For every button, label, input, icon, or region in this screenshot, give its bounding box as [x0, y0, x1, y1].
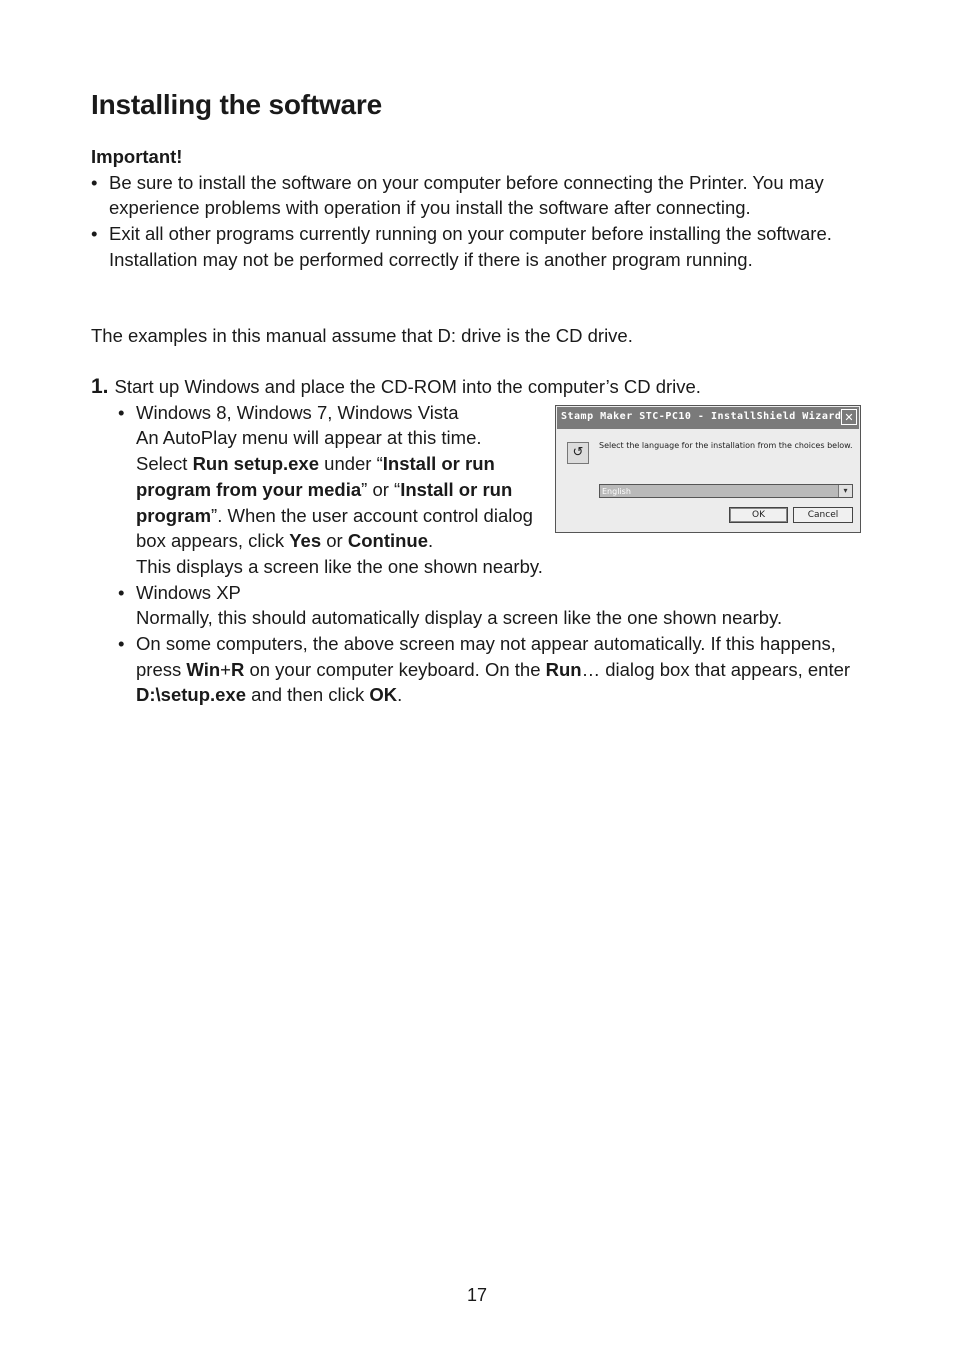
install-from-media-label: Install or run program from your media: [136, 453, 495, 500]
manual-text-3: … dialog box that appears, enter: [581, 658, 851, 680]
win-key-label: Win: [186, 658, 221, 680]
drive-assumption: The examples in this manual assume that D: drive is the CD drive.: [91, 325, 633, 346]
period-text: .: [428, 530, 434, 552]
yes-label: Yes: [289, 530, 322, 552]
chevron-down-icon[interactable]: ▾: [838, 485, 852, 497]
dialog-titlebar: [557, 407, 859, 429]
setup-path-label: D:\setup.exe: [136, 684, 247, 706]
bullet-icon: •: [91, 171, 98, 193]
winxp-heading: Windows XP: [136, 581, 241, 603]
close-icon[interactable]: ✕: [841, 409, 857, 425]
page-title: Installing the software: [91, 89, 382, 120]
bullet-icon: •: [91, 223, 98, 245]
manual-text-5: .: [397, 684, 403, 706]
run-dialog-label: Run: [545, 658, 582, 680]
setup-icon: ↺: [567, 442, 589, 464]
manual-text-4: and then click: [246, 684, 370, 706]
manual-text-1: On some computers, the above screen may not appear automatically. If this happens, press: [136, 633, 836, 680]
under-text: under “: [319, 453, 383, 475]
or-text: ” or “: [361, 478, 401, 500]
page-number: 17: [466, 1285, 488, 1305]
uac-text: ”. When the user account control dialog box appears, click: [136, 504, 533, 552]
important-label: Important!: [91, 146, 183, 167]
installshield-dialog: [555, 405, 861, 533]
important-bullet-2: Exit all other programs currently running on your computer before installing the software. Installation may not be performed correctly if there is another program running.: [109, 223, 832, 270]
manual-run-text: [136, 633, 850, 705]
manual-text-2: on your computer keyboard. On the: [244, 658, 546, 680]
dialog-prompt: Select the language for the installation from the choices below.: [599, 441, 853, 450]
run-setup-label: Run setup.exe: [192, 453, 320, 475]
important-section: [91, 144, 871, 273]
autoplay-text: An AutoPlay menu will appear at this time.: [136, 427, 482, 449]
step-number: 1.: [91, 375, 109, 398]
important-list: [91, 170, 871, 273]
list-item: [118, 631, 871, 708]
select-text: Select: [136, 453, 193, 475]
r-key-label: R: [230, 658, 245, 680]
list-item: [91, 170, 871, 221]
language-value: English: [602, 487, 631, 496]
list-item: [91, 221, 871, 272]
step-1-heading: [91, 374, 871, 400]
win8-heading: Windows 8, Windows 7, Windows Vista: [136, 401, 459, 423]
cancel-button[interactable]: Cancel: [793, 507, 853, 523]
continue-label: Continue: [347, 530, 429, 552]
list-item: [118, 580, 871, 631]
dialog-title: Stamp Maker STC-PC10 - InstallShield Wizard: [561, 411, 842, 422]
language-select[interactable]: [599, 484, 853, 498]
bullet-icon: •: [118, 581, 125, 603]
win8-instructions: [136, 400, 536, 554]
plus-text: +: [220, 658, 231, 680]
ok-label: OK: [369, 684, 398, 706]
winxp-text: Normally, this should automatically display a screen like the one shown nearby.: [136, 607, 783, 629]
install-or-run-label: Install or run program: [136, 478, 513, 526]
ok-button[interactable]: OK: [729, 507, 788, 523]
displays-text: This displays a screen like the one shown nearby.: [136, 555, 543, 577]
bullet-icon: •: [118, 401, 125, 423]
step-1-text: Start up Windows and place the CD-ROM into the computer’s CD drive.: [114, 376, 701, 397]
important-bullet-1: Be sure to install the software on your computer before connecting the Printer. You may experience problems with operation if you install the software after connecting.: [109, 171, 824, 219]
or-text-2: or: [321, 530, 348, 552]
bullet-icon: •: [118, 633, 125, 655]
